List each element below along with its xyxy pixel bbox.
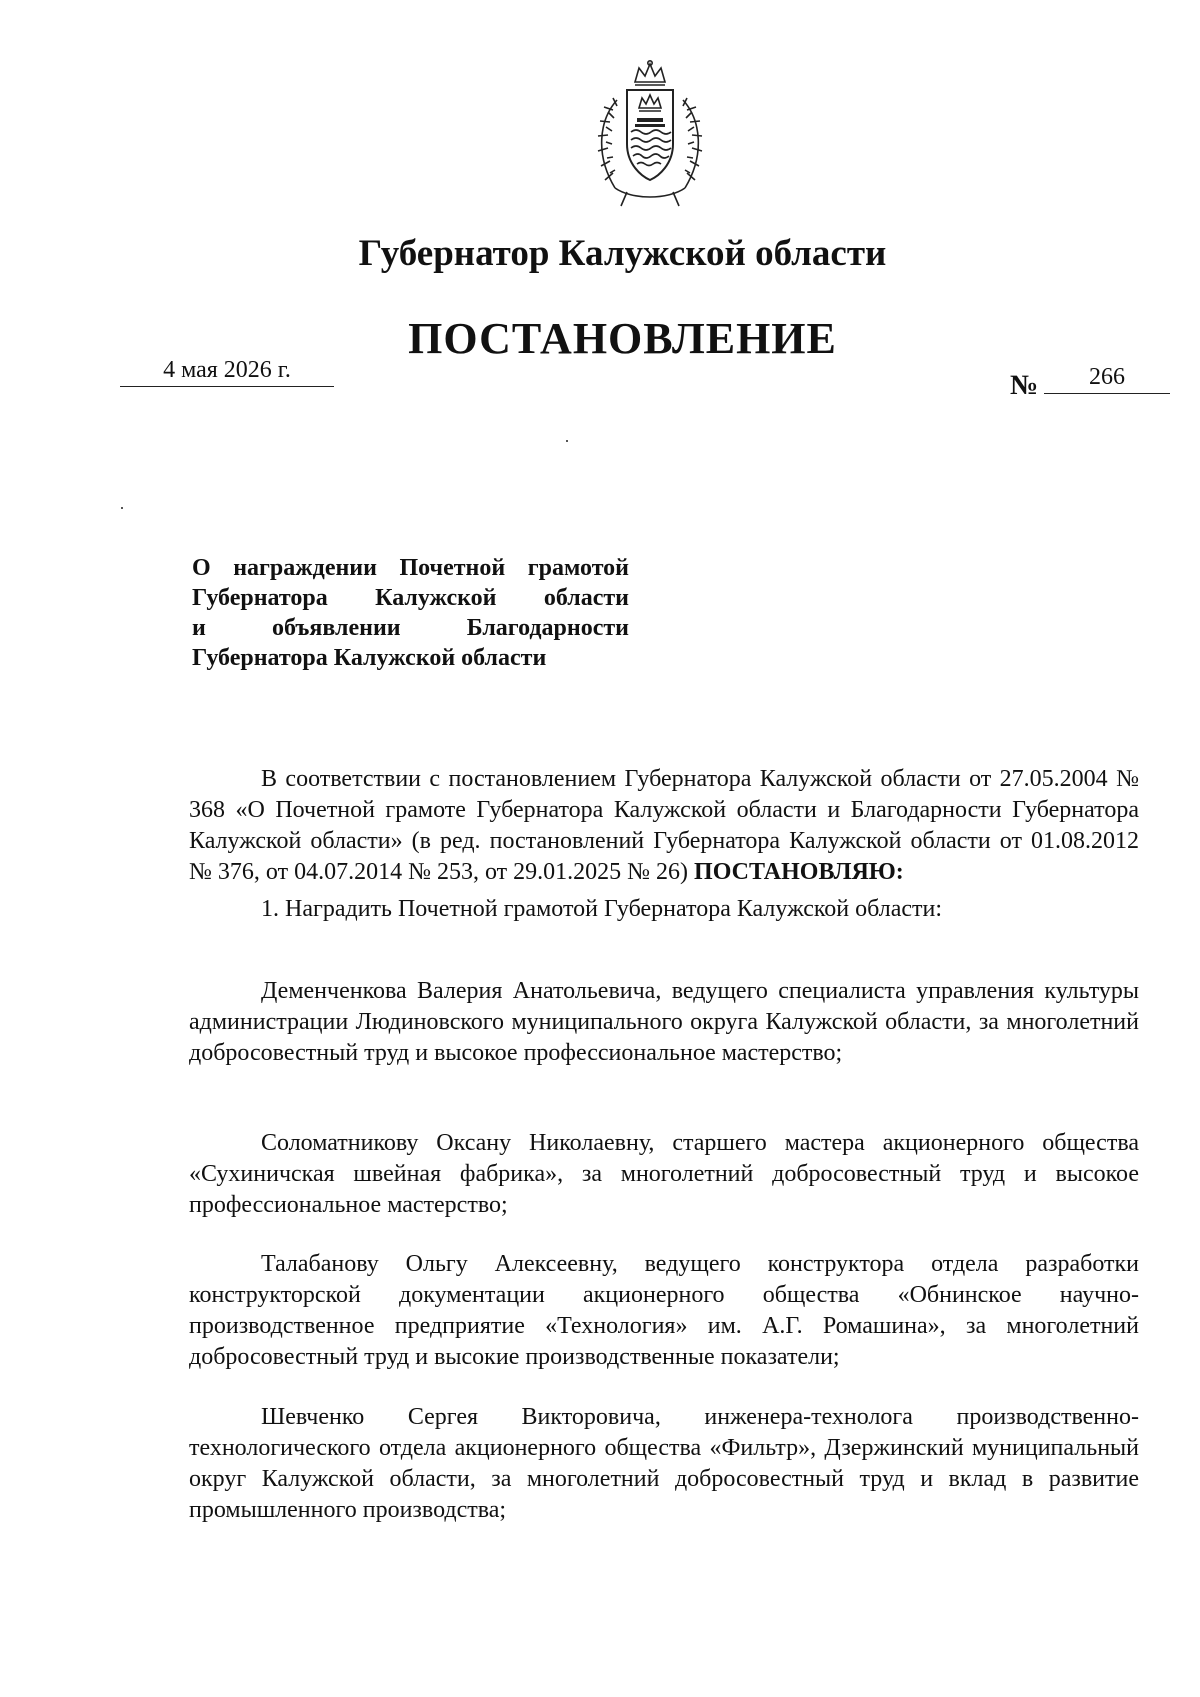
awardee-text: Шевченко Сергея Викторовича, инженера-технолога производственно-технологического отдела акционерного общества «Фильтр», Дзержинский муниципальный округ Калужской области, за многолетний добросовестный труд и вклад в развитие промышленного производства; xyxy=(189,1404,1139,1523)
document-title-line: Губернатора Калужской области xyxy=(192,585,629,611)
document-number-label: № xyxy=(1010,370,1039,401)
awardee-text: Соломатникову Оксану Николаевну, старшего мастера акционерного общества «Сухиничская швейная фабрика», за многолетний добросовестный труд и высокое профессиональное мастерство; xyxy=(189,1130,1139,1218)
item-1-paragraph xyxy=(189,894,1139,925)
document-title xyxy=(192,553,629,673)
document-type-heading: ПОСТАНОВЛЕНИЕ xyxy=(408,314,837,363)
document-title-line: Губернатора Калужской области xyxy=(192,645,547,671)
preamble-text: В соответствии с постановлением Губернатора Калужской области от 27.05.2004 № 368 «О Почетной грамоте Губернатора Калужской области и Благодарности Губернатора Калужской области» (в ред. постановлений Губернатора Калужской области от 01.08.2012 № 376, от 04.07.2014 № 253, от 29.01.2025 № 26) xyxy=(189,766,1139,885)
scan-speck xyxy=(121,507,123,509)
document-date: 4 мая 2026 г. xyxy=(120,354,334,387)
resolve-word: ПОСТАНОВЛЯЮ: xyxy=(694,859,904,885)
awardee-paragraph xyxy=(189,976,1139,1069)
preamble-paragraph xyxy=(189,764,1139,888)
coat-of-arms-emblem xyxy=(577,60,723,210)
issuing-authority: Губернатор Калужской области xyxy=(358,233,887,274)
document-title-line: О награждении Почетной грамотой xyxy=(192,555,629,581)
awardee-text: Деменченкова Валерия Анатольевича, ведущего специалиста управления культуры администрации Людиновского муниципального округа Калужской области, за многолетний добросовестный труд и высокое профессиональное мастерство; xyxy=(189,978,1139,1066)
kaluga-oblast-coat-of-arms-icon xyxy=(577,60,723,210)
awardee-text: Талабанову Ольгу Алексеевну, ведущего конструктора отдела разработки конструкторской документации акционерного общества «Обнинское научно-производственное предприятие «Технология» им. А.Г. Ромашина», за многолетний добросовестный труд и высокие производственные показатели; xyxy=(189,1251,1139,1370)
scan-speck xyxy=(566,440,568,442)
awardee-paragraph xyxy=(189,1249,1139,1373)
awardee-paragraph xyxy=(189,1402,1139,1526)
awardee-paragraph xyxy=(189,1128,1139,1221)
document-title-line: и объявлении Благодарности xyxy=(192,615,629,641)
item-1-text: 1. Наградить Почетной грамотой Губернатора Калужской области: xyxy=(261,896,943,922)
document-number: 266 xyxy=(1044,361,1170,394)
